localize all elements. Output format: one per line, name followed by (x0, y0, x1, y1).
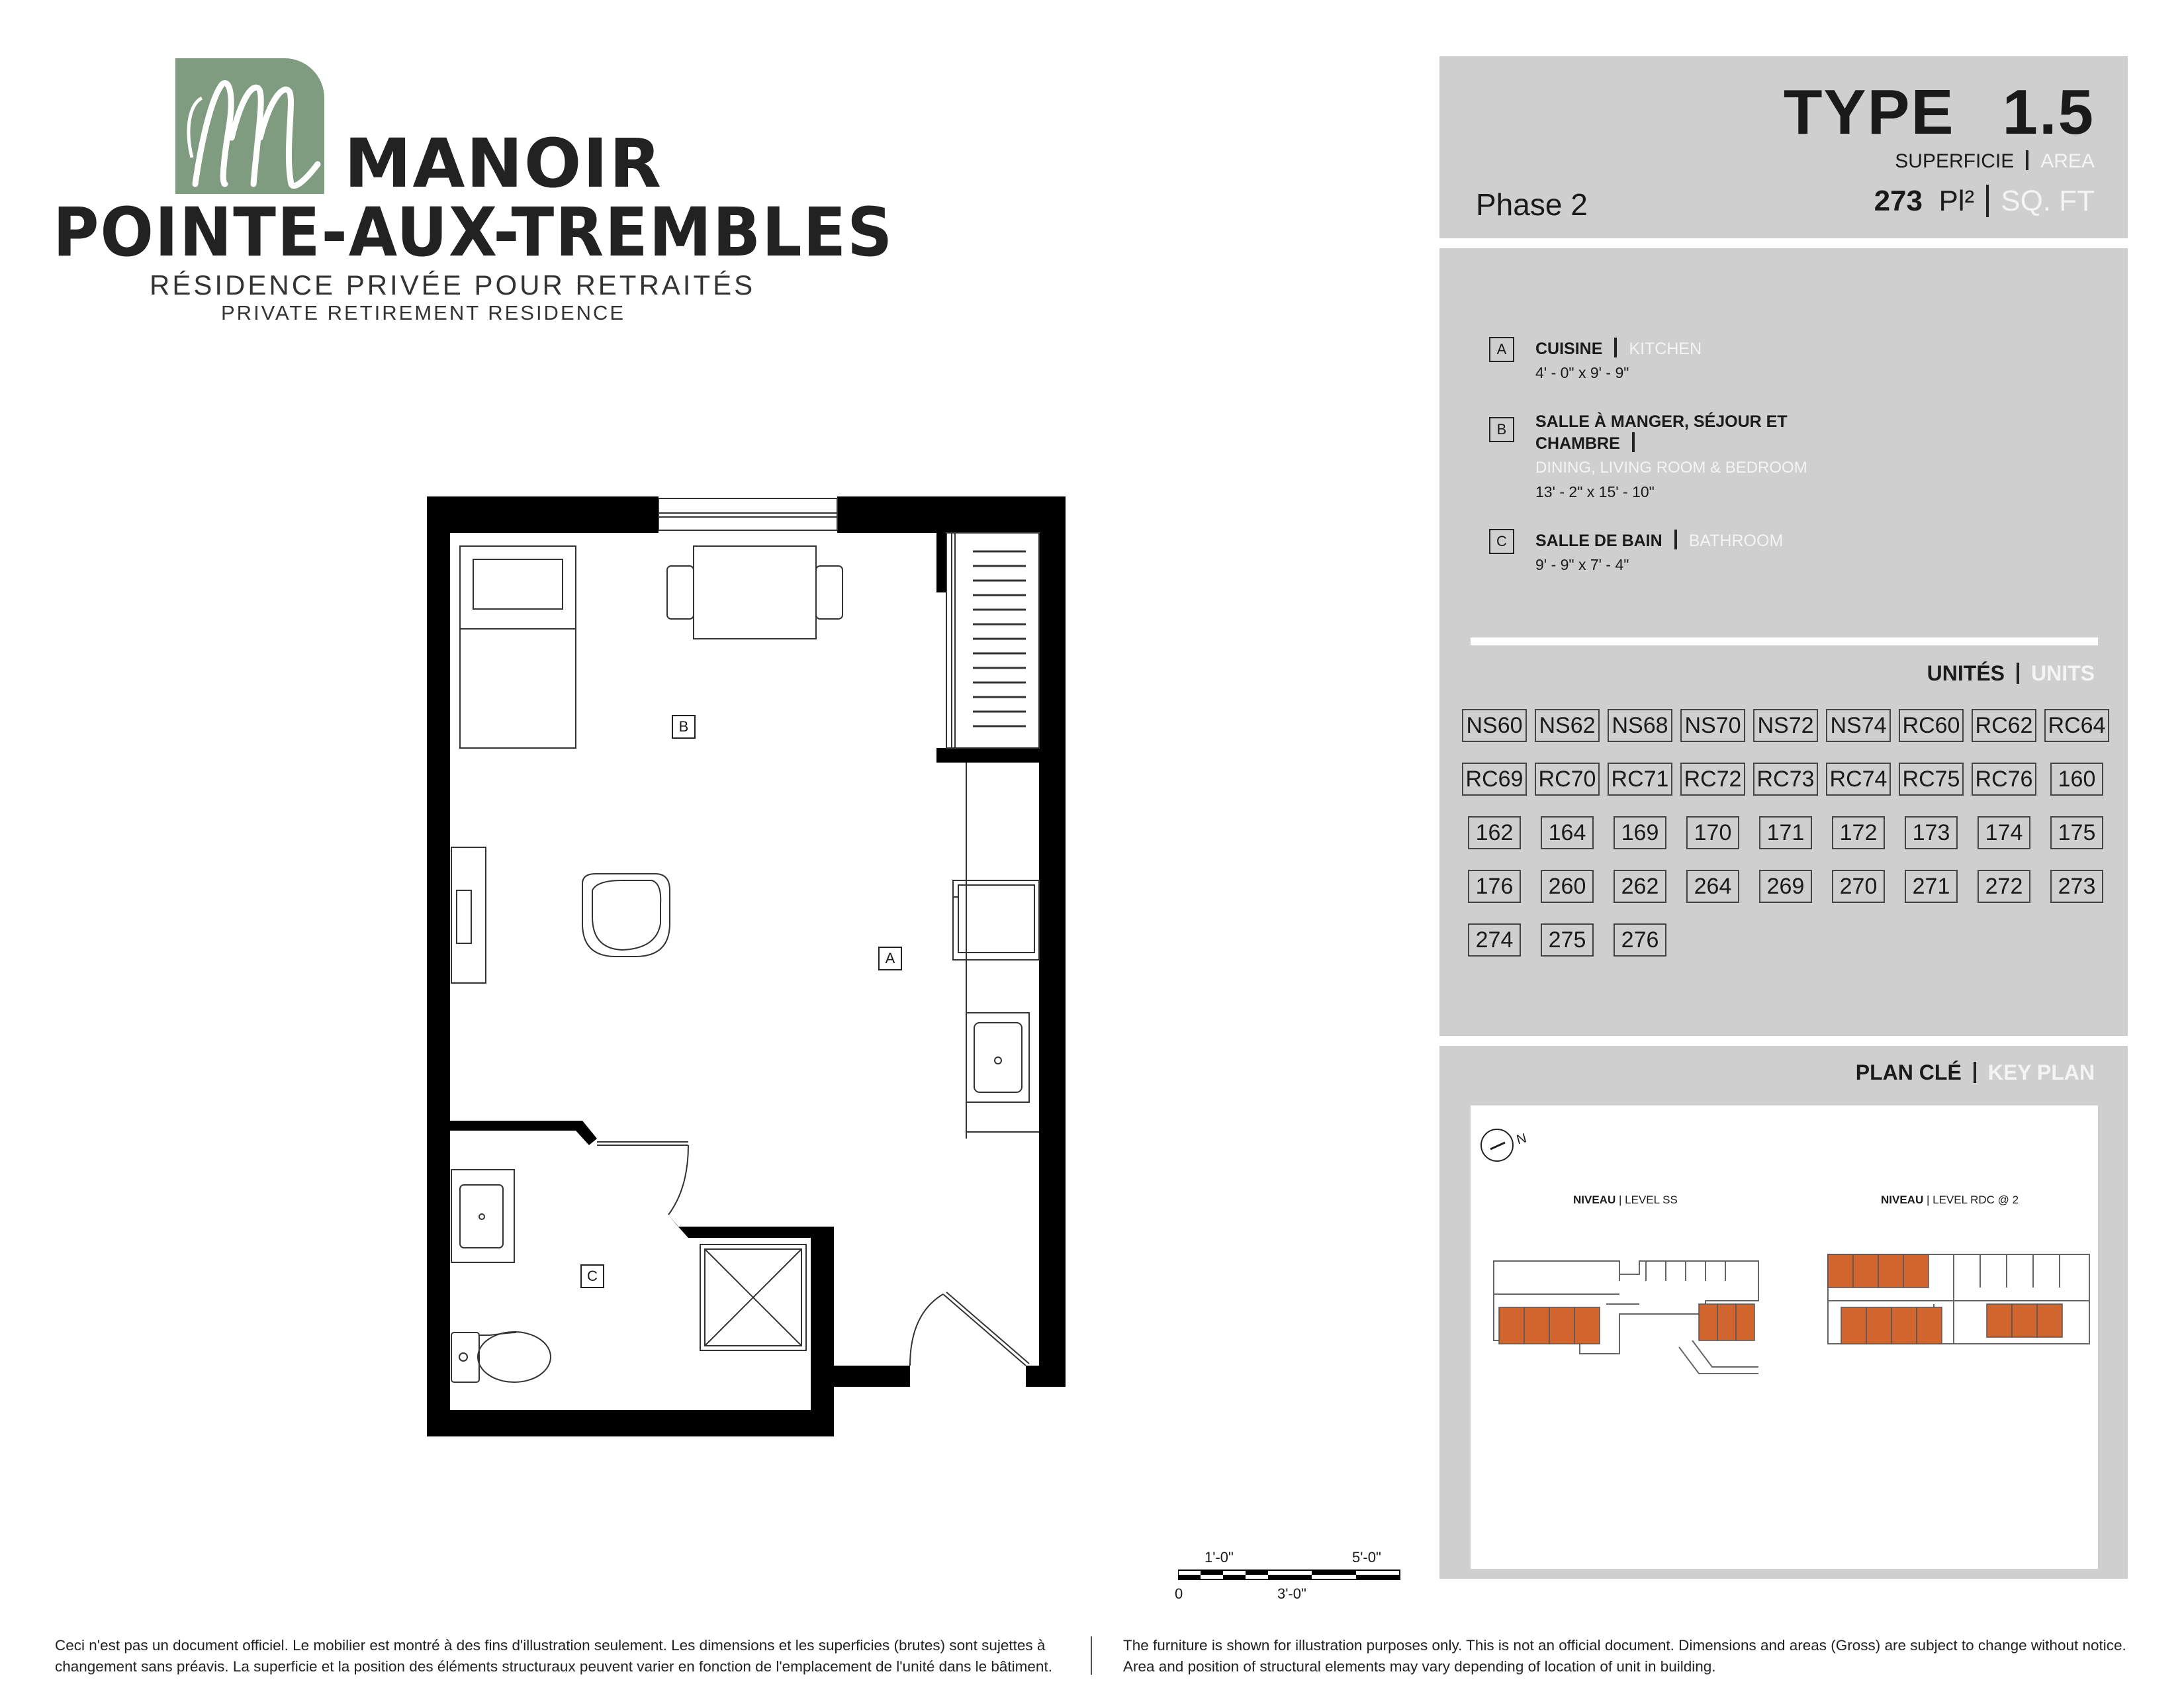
scale-ruler (1178, 1569, 1403, 1582)
scale-label-3ft: 3'-0" (1277, 1585, 1306, 1602)
phase-label: Phase 2 (1476, 187, 1588, 222)
unit-box: 171 (1759, 816, 1812, 849)
plan-tag-a: A (878, 947, 902, 970)
highlighted-units (1499, 1304, 1754, 1344)
level-ss-en: LEVEL SS (1625, 1194, 1678, 1206)
separator (1632, 432, 1635, 452)
level-rdc-fr: NIVEAU (1881, 1194, 1924, 1206)
unit-box: RC75 (1899, 763, 1964, 796)
key-plan-title-fr: PLAN CLÉ (1855, 1060, 1962, 1084)
closet (946, 533, 1039, 748)
unit-box: RC71 (1608, 763, 1672, 796)
area-unit-fr: Pl² (1938, 185, 1975, 217)
logo-subtitle-fr: RÉSIDENCE PRIVÉE POUR RETRAITÉS (150, 269, 756, 301)
unit-box: 270 (1832, 870, 1885, 903)
unit-box: RC64 (2044, 709, 2109, 742)
unit-box: NS62 (1535, 709, 1600, 742)
unit-box: RC72 (1680, 763, 1745, 796)
separator (1974, 1062, 1976, 1083)
room-name (1535, 530, 1783, 552)
footer-divider (1091, 1636, 1092, 1675)
units-title-fr: UNITÉS (1927, 661, 2005, 685)
room-dimensions: 9' - 9" x 7' - 4" (1535, 556, 1629, 573)
unit-box: NS70 (1680, 709, 1745, 742)
highlighted-units (1828, 1254, 2062, 1344)
unit-box: 272 (1978, 870, 2030, 903)
room-name-en: KITCHEN (1629, 340, 1702, 358)
bathroom-vanity (451, 1170, 514, 1262)
unit-box: 264 (1686, 870, 1739, 903)
key-plan-title (1856, 1060, 2095, 1085)
unit-box: 162 (1468, 816, 1521, 849)
unit-box: RC74 (1826, 763, 1891, 796)
scale-label-0: 0 (1175, 1585, 1183, 1602)
separator (1614, 338, 1617, 357)
unit-box: 175 (2050, 816, 2103, 849)
room-letter: C (1489, 529, 1514, 554)
area-labels (1895, 150, 2095, 173)
logo-m-glyph (175, 58, 324, 194)
room-name (1535, 338, 1702, 360)
walls (427, 496, 1066, 1436)
rooms-panel (1439, 248, 2128, 1036)
toilet (451, 1332, 551, 1382)
level-rdc-label: NIVEAU | LEVEL RDC @ 2 (1881, 1194, 2019, 1206)
units-title-en: UNITS (2031, 661, 2095, 685)
room-name (1535, 411, 1788, 455)
logo-name-line2: POINTE-AUX-TREMBLES (53, 193, 894, 272)
room-name-fr: CUISINE (1535, 340, 1603, 358)
room-letter: A (1489, 337, 1514, 362)
level-ss-label: NIVEAU | LEVEL SS (1573, 1194, 1678, 1206)
unit-box: RC62 (1972, 709, 2036, 742)
disclaimer-en: The furniture is shown for illustration purposes only. This is not an official document. Dimensions and areas (Gross) are subject to change without notice. Area and position of structural elements may vary depending of location of unit in building. (1123, 1637, 2126, 1675)
logo (53, 53, 894, 331)
unit-box: 164 (1541, 816, 1594, 849)
unit-box: RC73 (1753, 763, 1818, 796)
unit-type-title (1784, 76, 2095, 149)
separator (2017, 663, 2019, 684)
separator (2026, 150, 2028, 170)
unit-box: NS60 (1462, 709, 1527, 742)
unit-box: 170 (1686, 816, 1739, 849)
plan-tag-c: C (580, 1264, 604, 1288)
room-name-fr-line2: CHAMBRE (1535, 434, 1620, 453)
unit-box: 276 (1614, 923, 1666, 957)
logo-name-line1: MANOIR (344, 124, 663, 203)
plan-tag-b: B (672, 715, 696, 739)
kitchen-counter (953, 763, 1039, 1139)
bed (460, 546, 576, 748)
area-label-fr: SUPERFICIE (1895, 150, 2015, 172)
unit-box: NS72 (1753, 709, 1818, 742)
floor-plan-drawing (424, 493, 1072, 1440)
room-name-fr: SALLE DE BAIN (1535, 532, 1662, 550)
unit-box: NS74 (1826, 709, 1891, 742)
room-dimensions: 4' - 0" x 9' - 9" (1535, 364, 1629, 381)
separator (1674, 530, 1677, 549)
armchair (582, 874, 670, 957)
dining-table (667, 546, 842, 639)
divider (1471, 637, 2098, 645)
unit-box: 274 (1468, 923, 1521, 957)
unit-box: RC76 (1972, 763, 2036, 796)
key-plan-panel (1439, 1046, 2128, 1579)
area-number: 273 (1874, 185, 1923, 217)
window (659, 498, 837, 530)
key-plan-drawing (1471, 1105, 2098, 1569)
unit-box: RC60 (1899, 709, 1964, 742)
unit-box: RC69 (1462, 763, 1527, 796)
logo-subtitle-en: PRIVATE RETIREMENT RESIDENCE (221, 301, 626, 324)
unit-box: 262 (1614, 870, 1666, 903)
logo-mark (175, 58, 324, 194)
room-name-en: DINING, LIVING ROOM & BEDROOM (1535, 459, 1807, 477)
unit-box: 176 (1468, 870, 1521, 903)
unit-box: 269 (1759, 870, 1812, 903)
key-plan-title-en: KEY PLAN (1987, 1060, 2095, 1084)
area-unit-en: SQ. FT (2001, 185, 2095, 217)
level-rdc-plan (1821, 1248, 2099, 1354)
scale-label-1ft: 1'-0" (1205, 1549, 1234, 1566)
room-name-fr-line1: SALLE À MANGER, SÉJOUR ET (1535, 412, 1788, 431)
type-label: TYPE (1783, 77, 1955, 148)
unit-box: 271 (1905, 870, 1958, 903)
room-dimensions: 13' - 2" x 15' - 10" (1535, 483, 1655, 500)
unit-box: 160 (2050, 763, 2103, 796)
dresser (451, 847, 486, 983)
unit-box: 275 (1541, 923, 1594, 957)
disclaimer-fr: Ceci n'est pas un document officiel. Le mobilier est montré à des fins d'illustration seulement. Les dimensions et les superficies (brutes) sont sujettes à changement sans préavis. La superficie et la position des éléments structuraux peuvent varier en fonction de l'emplacement de l'unité dans le bâtiment. (55, 1637, 1052, 1675)
unit-box: 172 (1832, 816, 1885, 849)
separator (1986, 185, 1989, 216)
scale-label-5ft: 5'-0" (1352, 1549, 1381, 1566)
unit-box: RC70 (1535, 763, 1600, 796)
unit-box: 173 (1905, 816, 1958, 849)
area-value (1874, 185, 2095, 219)
unit-type-panel (1439, 56, 2128, 238)
room-letter: B (1489, 417, 1514, 442)
unit-box: 174 (1978, 816, 2030, 849)
level-ss-plan (1487, 1254, 1765, 1387)
unit-box: NS68 (1608, 709, 1672, 742)
unit-box: 260 (1541, 870, 1594, 903)
unit-box: 169 (1614, 816, 1666, 849)
unit-box: 273 (2050, 870, 2103, 903)
level-ss-fr: NIVEAU (1573, 1194, 1616, 1206)
room-name-en: BATHROOM (1688, 532, 1784, 550)
floor-plan (424, 493, 1072, 1440)
units-title (1927, 661, 2095, 686)
scale-bar (1175, 1549, 1413, 1609)
shower (700, 1244, 806, 1350)
level-rdc-en: LEVEL RDC @ 2 (1933, 1194, 2019, 1206)
type-value: 1.5 (2002, 77, 2095, 148)
north-label: N (1515, 1131, 1528, 1148)
area-label-en: AREA (2040, 150, 2095, 172)
